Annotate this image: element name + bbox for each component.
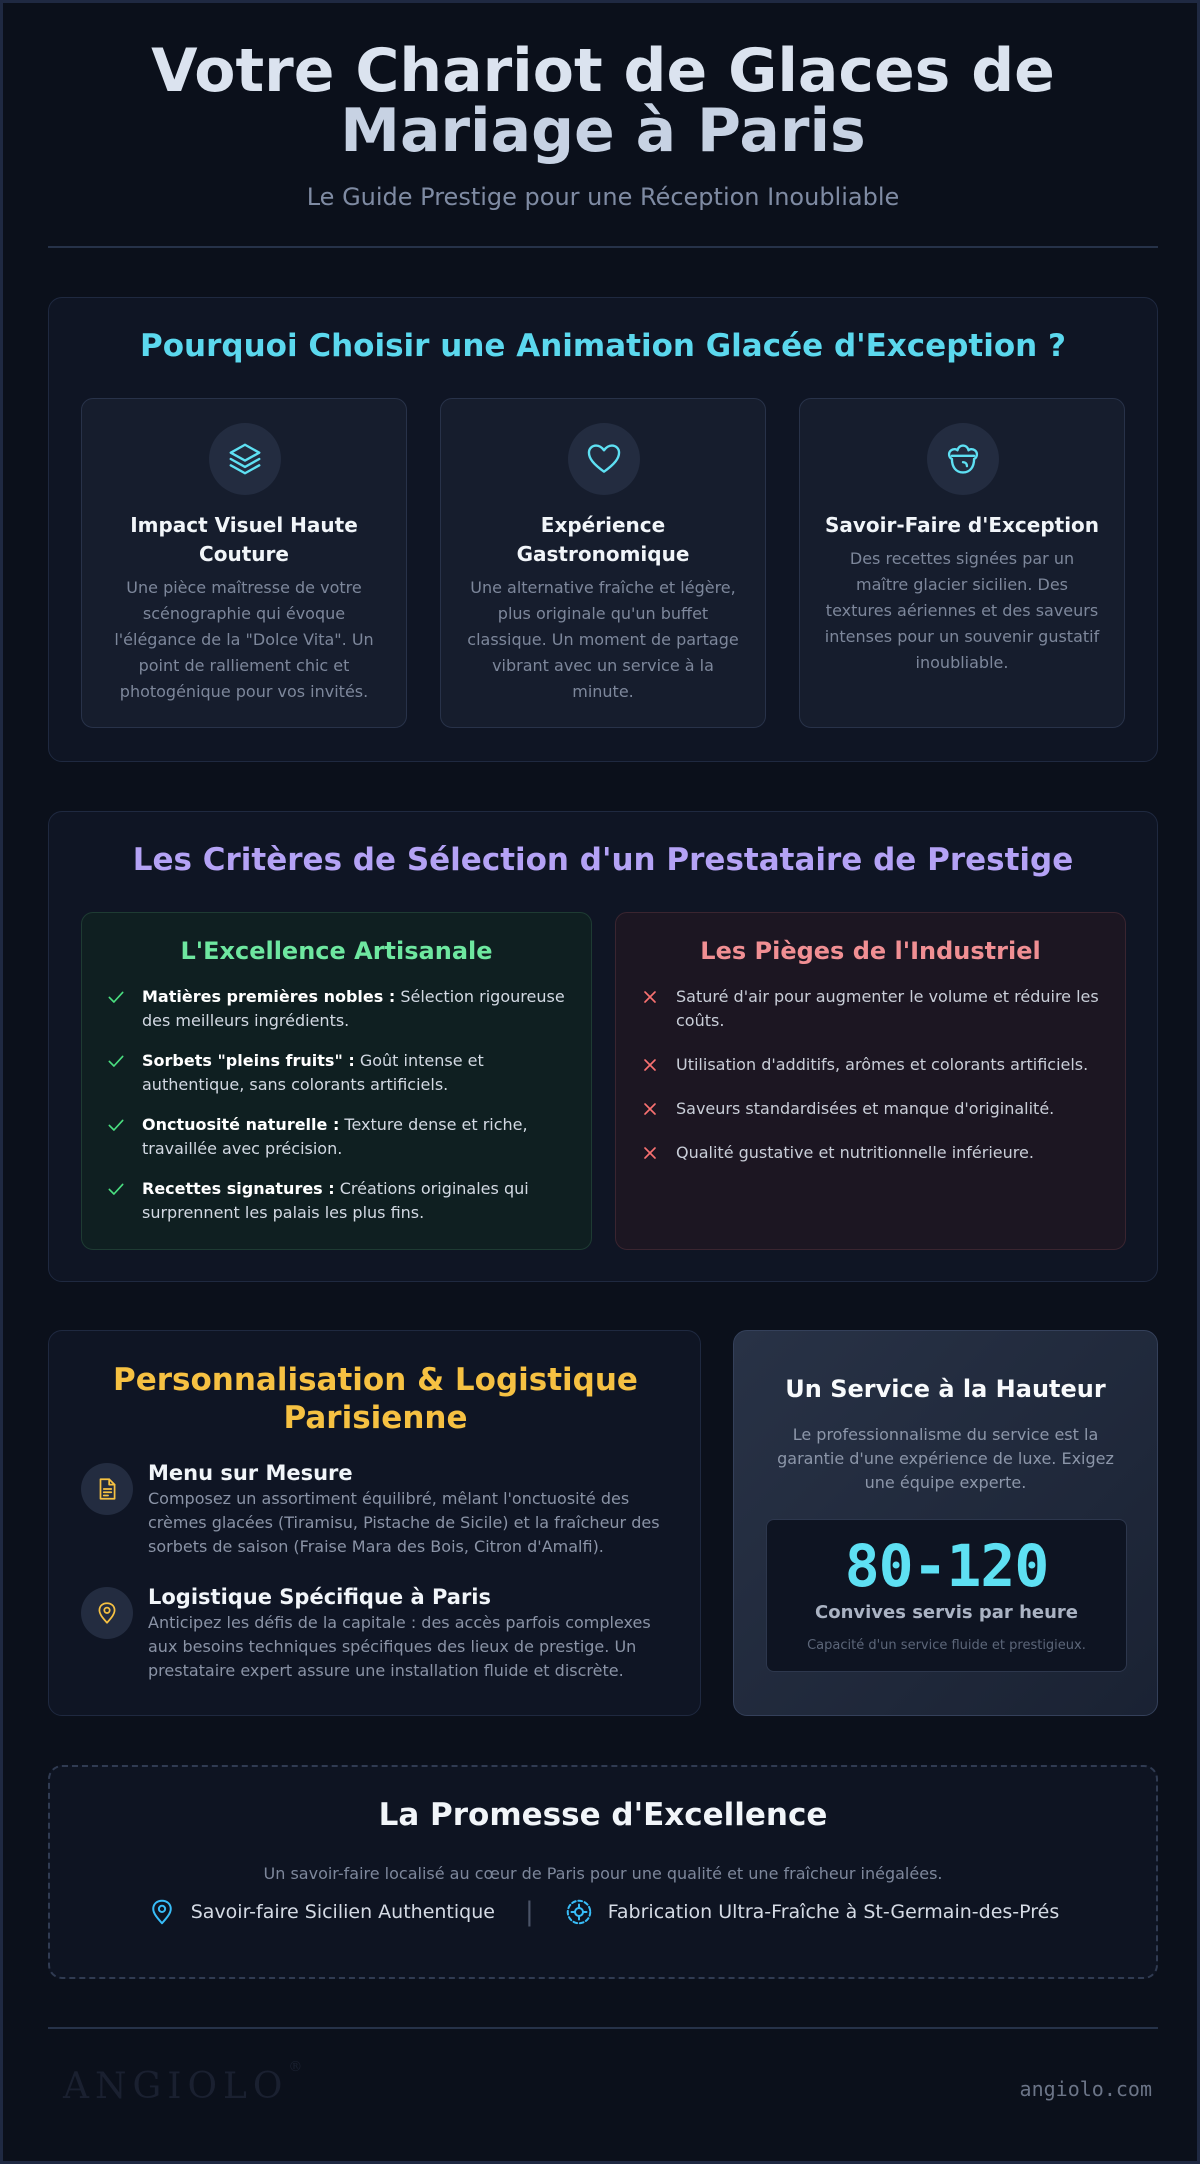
badge-sicilian [147,1897,495,1927]
criteria-section-title: Les Critères de Sélection d'un Prestataire de Prestige [132,842,1074,878]
item-bold: Onctuosité naturelle : [142,1115,340,1134]
list-item [106,1049,571,1097]
badge-fresh [564,1897,1060,1927]
brand-logo [63,2059,303,2107]
list-item [640,985,1105,1033]
page-title [3,36,1200,166]
service-text: Le professionnalisme du service est la garantie d'une expérience de luxe. Exigez une équipe experte. [777,1425,1114,1492]
list-item [640,1141,1105,1165]
badge-label: Savoir-faire Sicilien Authentique [190,1901,495,1923]
list-item [106,985,571,1033]
personalisation-section [48,1330,701,1716]
feature-title: Impact Visuel Haute Couture [130,513,358,566]
cross-icon [640,987,660,1007]
criteria-section [48,811,1158,1282]
feature-card-savoir-faire [799,398,1125,728]
feature-card-visual [81,398,407,728]
promise-title: La Promesse d'Excellence [378,1797,828,1833]
perso-item-title: Menu sur Mesure [148,1461,353,1485]
feature-title: Expérience Gastronomique [516,513,690,566]
feature-text: Des recettes signées par un maître glacier sicilien. Des textures aériennes et des saveurs intenses pour un souvenir gustatif inoubliable. [824,549,1100,672]
header-divider [48,246,1158,248]
heart-icon [568,423,640,495]
list-item [106,1113,571,1161]
item-text: Qualité gustative et nutritionnelle inférieure. [676,1143,1034,1162]
title-line-1: Votre Chariot de Glaces de [151,36,1055,106]
item-text: Créations originales qui surprennent les palais les plus fins. [142,1179,529,1222]
document-icon [81,1463,133,1515]
list-item [640,1053,1105,1077]
stat-value: 80-120 [844,1532,1049,1600]
badge-label: Fabrication Ultra-Fraîche à St-Germain-des-Prés [607,1901,1060,1923]
layers-icon [209,423,281,495]
list-item [106,1177,571,1225]
item-text: Goût intense et authentique, sans colorants artificiels. [142,1051,484,1094]
industrial-list [640,985,1105,1185]
industrial-title: Les Pièges de l'Industriel [700,937,1041,965]
feature-title: Savoir-Faire d'Exception [824,513,1100,537]
artisanal-list [106,985,571,1241]
artisanal-box [81,912,592,1250]
footer-divider [48,2027,1158,2029]
check-icon [106,1051,126,1071]
feature-card-gastronomy [440,398,766,728]
logo-mark: ® [288,2059,303,2075]
snowflake-badge-icon [564,1897,594,1927]
perso-item-text: Anticipez les défis de la capitale : des accès parfois complexes aux besoins techniques spécifiques des lieux de prestige. Un prestataire expert assure une installation fluide et discrète. [148,1613,651,1680]
list-item [640,1097,1105,1121]
website-link[interactable]: angiolo.com [1019,2077,1152,2101]
stat-box [766,1519,1127,1672]
perso-item-text: Composez un assortiment équilibré, mêlant l'onctuosité des crèmes glacées (Tiramisu, Pistache de Sicile) et la fraîcheur des sorbets de saison (Fraise Mara des Bois, Citron d'Amalfi). [148,1489,660,1556]
promise-section [48,1765,1158,1979]
why-section [48,297,1158,762]
item-bold: Sorbets "pleins fruits" : [142,1051,355,1070]
feature-text: Une pièce maîtresse de votre scénographie qui évoque l'élégance de la "Dolce Vita". Un point de ralliement chic et photogénique pour vos invités. [114,578,374,701]
item-text: Saveurs standardisées et manque d'originalité. [676,1099,1055,1118]
service-card [733,1330,1158,1716]
location-pin-icon [147,1897,177,1927]
badge-separator: | [524,1897,534,1927]
feature-text: Une alternative fraîche et légère, plus originale qu'un buffet classique. Un moment de partage vibrant avec un service à la minute. [467,578,739,701]
personalisation-title: Personnalisation & Logistique Parisienne [113,1362,638,1436]
title-line-2: Mariage à Paris [340,96,866,166]
stat-label: Convives servis par heure [815,1602,1078,1623]
chef-hat-icon [927,423,999,495]
perso-item-title: Logistique Spécifique à Paris [148,1585,491,1609]
item-text: Sélection rigoureuse des meilleurs ingrédients. [142,987,565,1030]
item-bold: Matières premières nobles : [142,987,396,1006]
stat-note: Capacité d'un service fluide et prestigieux. [807,1638,1086,1653]
industrial-box [615,912,1126,1250]
cross-icon [640,1099,660,1119]
check-icon [106,987,126,1007]
page-subtitle: Le Guide Prestige pour une Réception Inoubliable [306,183,900,211]
item-text: Utilisation d'additifs, arômes et colorants artificiels. [676,1055,1089,1074]
cross-icon [640,1055,660,1075]
item-text: Texture dense et riche, travaillée avec précision. [142,1115,528,1158]
check-icon [106,1179,126,1199]
item-text: Saturé d'air pour augmenter le volume et réduire les coûts. [676,987,1099,1030]
cross-icon [640,1143,660,1163]
item-bold: Recettes signatures : [142,1179,335,1198]
check-icon [106,1115,126,1135]
logo-text: ANGIOLO [63,2066,289,2107]
artisanal-title: L'Excellence Artisanale [180,937,493,965]
service-title: Un Service à la Hauteur [785,1375,1106,1403]
location-pin-icon [81,1587,133,1639]
promise-badges [50,1897,1156,1927]
why-section-title: Pourquoi Choisir une Animation Glacée d'Exception ? [140,328,1066,364]
promise-text: Un savoir-faire localisé au cœur de Paris pour une qualité et une fraîcheur inégalées. [263,1864,943,1883]
